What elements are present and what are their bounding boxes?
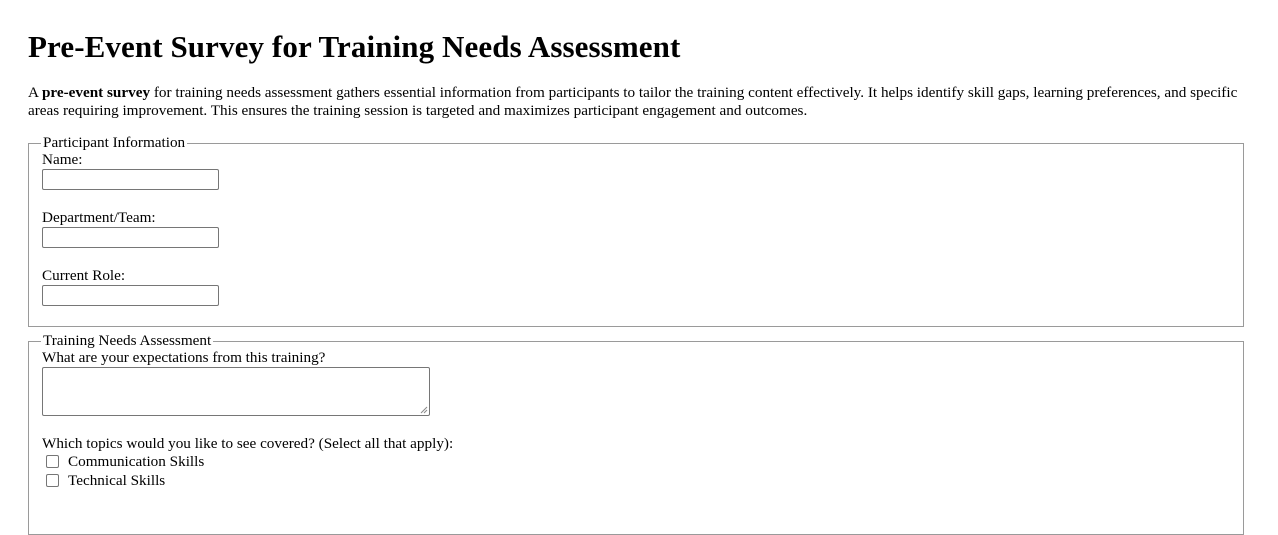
- checkbox[interactable]: [46, 455, 59, 468]
- page-title: Pre-Event Survey for Training Needs Assessment: [28, 29, 681, 64]
- checkbox[interactable]: [46, 474, 59, 487]
- spacer: [42, 248, 1243, 267]
- name-input[interactable]: [42, 169, 219, 190]
- spacer: [42, 190, 1243, 209]
- topic-option[interactable]: [46, 452, 1243, 471]
- expectations-textarea[interactable]: [42, 367, 430, 416]
- role-label: Current Role:: [42, 267, 126, 284]
- topic-option[interactable]: [46, 471, 1243, 490]
- intro-prefix: A: [28, 84, 42, 101]
- resize-grip-icon[interactable]: [420, 406, 428, 414]
- topic-option-label: Technical Skills: [68, 471, 166, 489]
- intro-rest: for training needs assessment gathers essential information from participants to tailor the training content effectively. It helps identify skill gaps, learning preferences, and specific areas requiring improvement. This ensures the training session is targeted and maximizes participant engagement and outcomes.: [28, 84, 1238, 119]
- topic-option-label: Communication Skills: [68, 452, 205, 470]
- participant-information-legend: Participant Information: [43, 134, 186, 151]
- department-label: Department/Team:: [42, 209, 156, 226]
- expectations-label: What are your expectations from this training?: [42, 349, 326, 366]
- role-input[interactable]: [42, 285, 219, 306]
- training-needs-legend: Training Needs Assessment: [43, 332, 212, 349]
- topics-label: Which topics would you like to see covered? (Select all that apply):: [42, 435, 454, 452]
- training-needs-fieldset: [28, 333, 1244, 535]
- intro-bold: pre-event survey: [41, 84, 151, 101]
- intro-paragraph: [28, 84, 1253, 120]
- department-input[interactable]: [42, 227, 219, 248]
- participant-information-fieldset: [28, 135, 1244, 327]
- name-label: Name:: [42, 151, 83, 168]
